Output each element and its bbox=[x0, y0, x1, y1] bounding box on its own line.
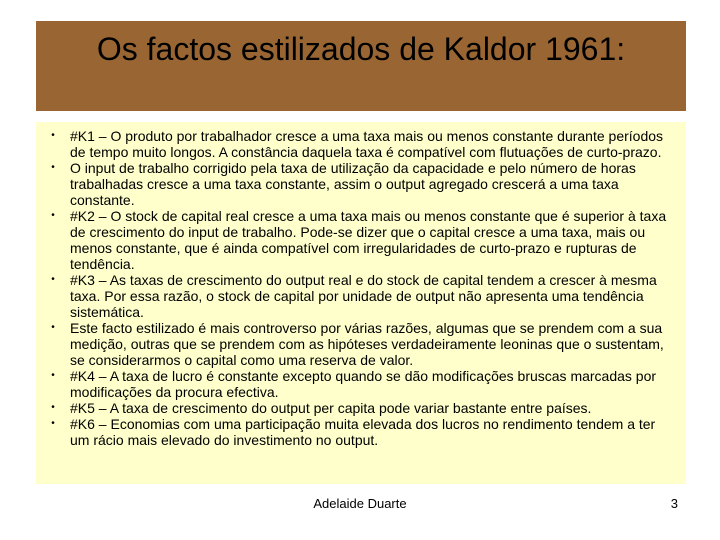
bullet-list bbox=[36, 128, 686, 448]
bullet-icon: • bbox=[51, 370, 55, 381]
footer-author: Adelaide Duarte bbox=[313, 496, 407, 511]
slide-title: Os factos estilizados de Kaldor 1961: bbox=[96, 31, 626, 67]
content-box bbox=[36, 122, 686, 484]
bullet-text: #K6 – Economias com uma participação muita elevada dos lucros no rendimento tendem a ter um rácio mais elevado do investimento no output. bbox=[70, 416, 656, 448]
bullet-text: #K4 – A taxa de lucro é constante excepto quando se dão modificações bruscas marcadas por modificações da procura efectiva. bbox=[70, 368, 657, 400]
bullet-icon: • bbox=[51, 274, 55, 285]
list-item bbox=[36, 416, 686, 448]
list-item bbox=[36, 272, 686, 320]
bullet-text: #K5 – A taxa de crescimento do output per capita pode variar bastante entre países. bbox=[70, 400, 592, 416]
list-item bbox=[36, 400, 686, 416]
page-number: 3 bbox=[670, 496, 678, 511]
bullet-text: #K3 – As taxas de crescimento do output real e do stock de capital tendem a crescer à mesma taxa. Por essa razão, o stock de capital por unidade de output não apresenta uma tendência sistemática. bbox=[70, 272, 657, 320]
list-item bbox=[36, 128, 686, 160]
title-bar bbox=[36, 21, 686, 111]
bullet-text: #K2 – O stock de capital real cresce a uma taxa mais ou menos constante que é superior à taxa de crescimento do input de trabalho. Pode-se dizer que o capital cresce a uma taxa, mais ou menos constante, que é ainda compatível com irregularidades de curto-prazo e rupturas de tendência. bbox=[70, 208, 667, 272]
bullet-icon: • bbox=[51, 402, 55, 413]
bullet-text: Este facto estilizado é mais controverso por várias razões, algumas que se prendem com a sua medição, outras que se prendem com as hipóteses verdadeiramente leoninas que o sustentam, se considerarmos o capital como uma reserva de valor. bbox=[70, 320, 664, 368]
list-item bbox=[36, 160, 686, 208]
bullet-text: O input de trabalho corrigido pela taxa de utilização da capacidade e pelo número de horas trabalhadas cresce a uma taxa constante, assim o output agregado crescerá a uma taxa constante. bbox=[70, 160, 636, 208]
bullet-icon: • bbox=[51, 418, 55, 429]
list-item bbox=[36, 368, 686, 400]
bullet-icon: • bbox=[51, 210, 55, 221]
list-item bbox=[36, 320, 686, 368]
bullet-icon: • bbox=[51, 322, 55, 333]
bullet-icon: • bbox=[51, 162, 55, 173]
bullet-text: #K1 – O produto por trabalhador cresce a uma taxa mais ou menos constante durante períodos de tempo muito longos. A constância daquela taxa é compatível com flutuações de curto-prazo. bbox=[70, 128, 664, 160]
list-item bbox=[36, 208, 686, 272]
bullet-icon: • bbox=[51, 130, 55, 141]
